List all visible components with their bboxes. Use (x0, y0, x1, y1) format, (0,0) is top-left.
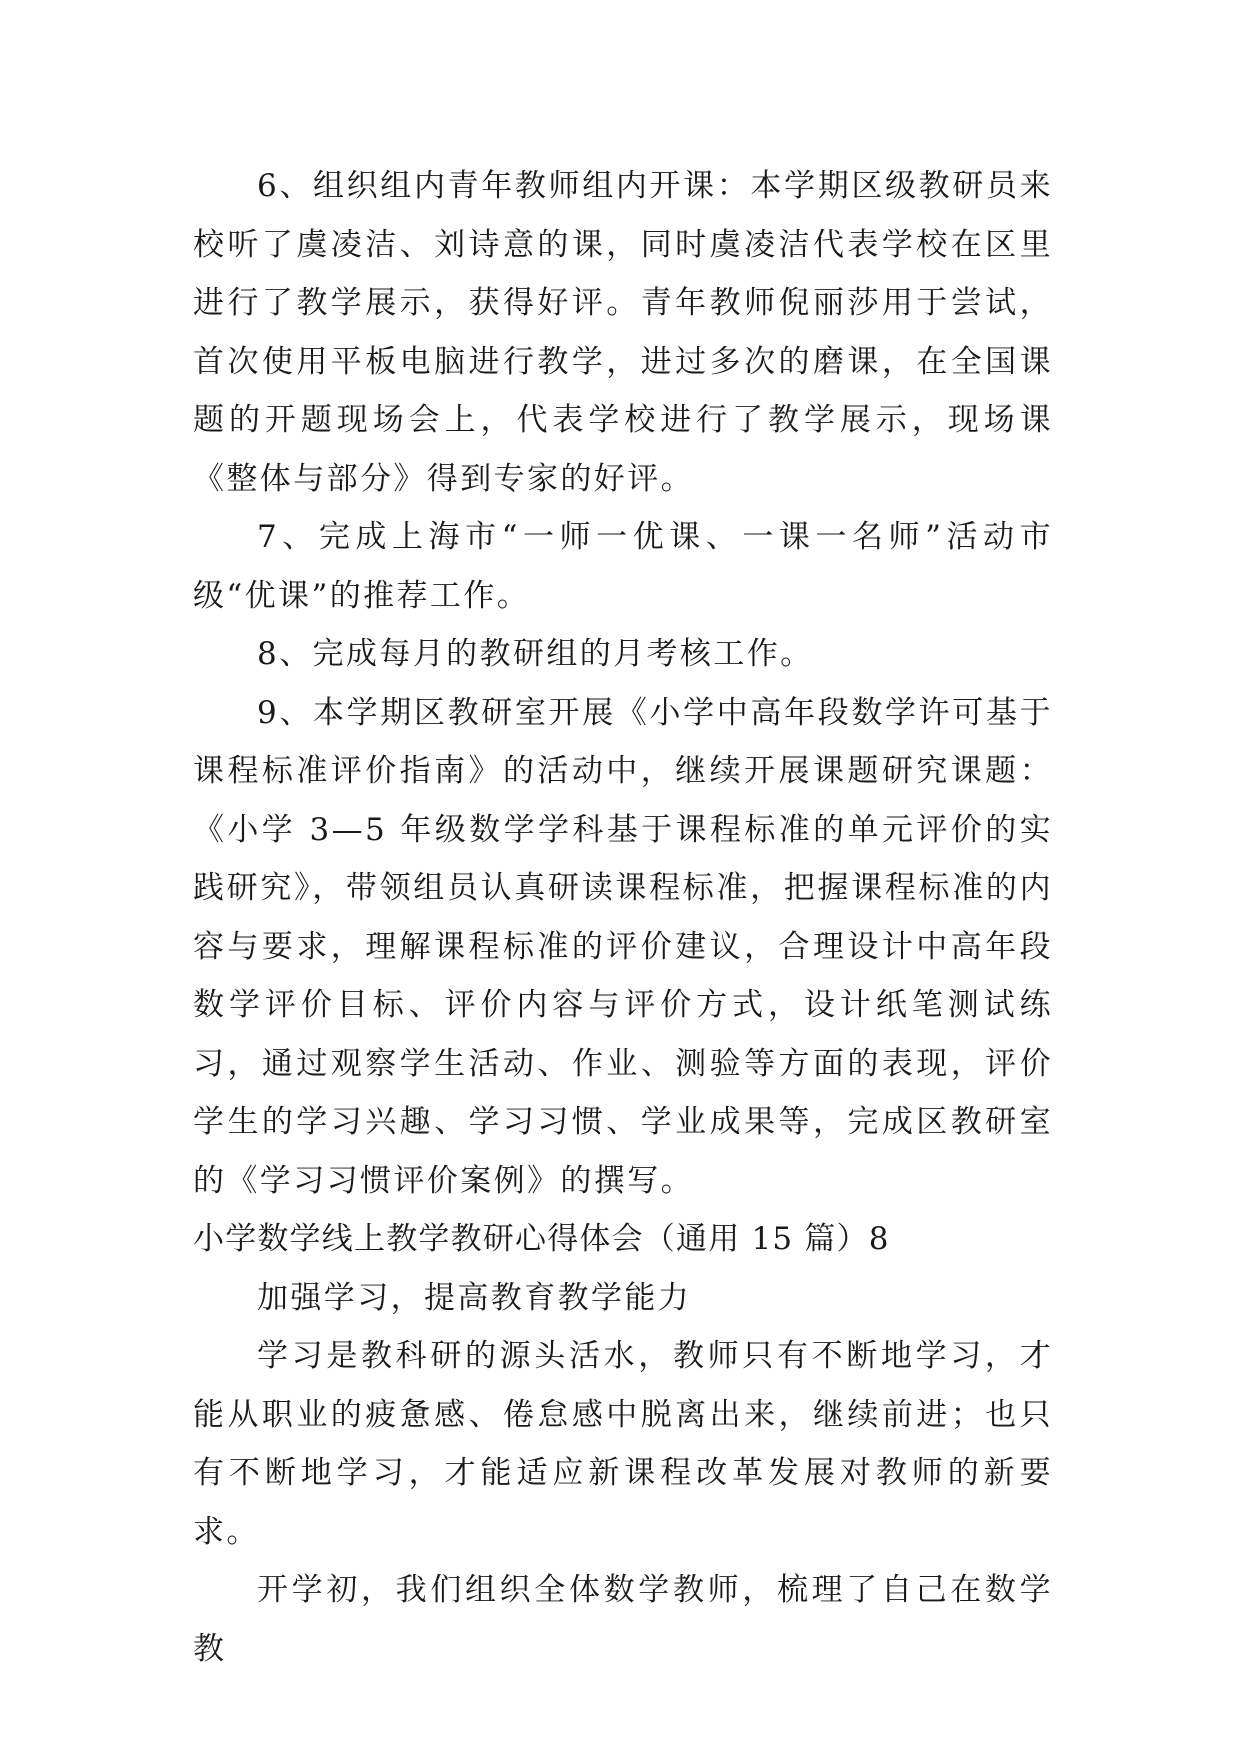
document-body (193, 157, 1053, 1678)
body-paragraph-truncated: 开学初，我们组织全体数学教师，梳理了自己在数学教 (193, 1572, 1053, 1667)
subheading-paragraph: 加强学习，提高教育教学能力 (257, 1279, 692, 1316)
paragraph-item-6: 6、组织组内青年教师组内开课：本学期区级教研员来校听了虞凌洁、刘诗意的课，同时虞凌洁代表学校在区里进行了教学展示，获得好评。青年教师倪丽莎用于尝试，首次使用平板电脑进行教学，进过多次的磨课，在全国课题的开题现场会上，代表学校进行了教学展示，现场课《整体与部分》得到专家的好评。 (193, 168, 1053, 497)
paragraph-item-8: 8、完成每月的教研组的月考核工作。 (257, 636, 814, 672)
section-heading: 小学数学线上教学教研心得体会（通用 15 篇）8 (193, 1221, 890, 1257)
body-paragraph: 学习是教科研的源头活水，教师只有不断地学习，才能从职业的疲惫感、倦怠感中脱离出来，继续前进；也只有不断地学习，才能适应新课程改革发展对教师的新要求。 (193, 1338, 1053, 1550)
paragraph-item-9: 9、本学期区教研室开展《小学中高年段数学许可基于课程标准评价指南》的活动中，继续开展课题研究课题：《小学 3—5 年级数学学科基于课程标准的单元评价的实践研究》，带领组员认真研读课程标准，把握课程标准的内容与要求，理解课程标准的评价建议，合理设计中高年段数学评价目标、评价内容与评价方式，设计纸笔测试练习，通过观察学生活动、作业、测验等方面的表现，评价学生的学习兴趣、学习习惯、学业成果等，完成区教研室的《学习习惯评价案例》的撰写。 (193, 694, 1053, 1199)
paragraph-item-7: 7、完成上海市“一师一优课、一课一名师”活动市级“优课”的推荐工作。 (193, 519, 1053, 614)
